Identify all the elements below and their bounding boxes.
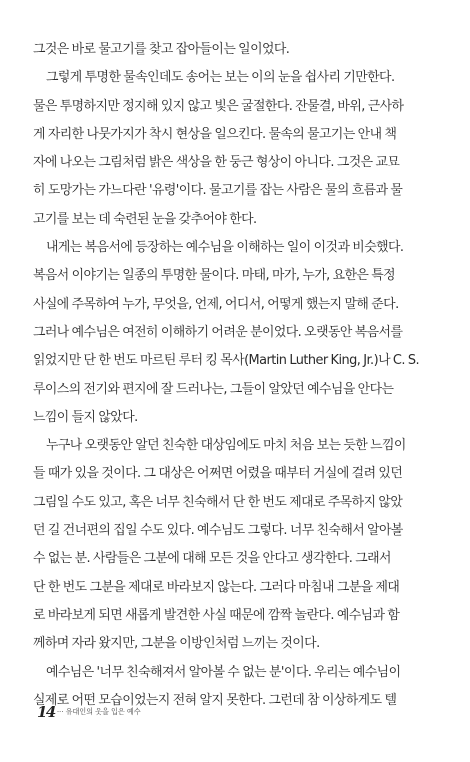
- text-line: 그것은 바로 물고기를 찾고 잡아들이는 일이었다.: [33, 42, 290, 57]
- text-line: 들 때가 있을 것이다. 그 대상은 어쩌면 어렸을 때부터 거실에 걸려 있던: [33, 466, 403, 482]
- text-line: 로 바라보게 되면 새롭게 발견한 사실 때문에 깜짝 놀란다. 예수님과 함: [33, 607, 400, 623]
- text-line: 복음서 이야기는 일종의 투명한 물이다. 마태, 마가, 누가, 요한은 특정: [33, 268, 396, 284]
- text-line: 게 자리한 나뭇가지가 착시 현상을 일으킨다. 물속의 물고기는 안내 책: [33, 126, 397, 142]
- text-line: 실제로 어떤 모습이었는지 전혀 알지 못한다. 그런데 참 이상하게도 텔: [33, 692, 397, 708]
- text-line: 고기를 보는 데 숙련된 눈을 갖추어야 한다.: [33, 211, 257, 227]
- text-line: 던 길 건너편의 집일 수도 있다. 예수님도 그렇다. 너무 친숙해서 알아볼: [33, 523, 403, 539]
- text-line: 느낌이 들지 않았다.: [33, 409, 138, 425]
- text-line: 께하며 자라 왔지만, 그분을 이방인처럼 느끼는 것이다.: [33, 636, 320, 652]
- text-line: 루이스의 전기와 편지에 잘 드러나는, 그들이 알았던 예수님을 안다는: [33, 381, 394, 397]
- text-line: 단 한 번도 그분을 제대로 바라보지 않는다. 그러다 마침내 그분을 제대: [33, 579, 400, 595]
- text-line: 히 도망가는 가느다란 '유령'이다. 물고기를 잡는 사람은 물의 흐름과 물: [33, 183, 403, 199]
- text-line: 예수님은 '너무 친숙해져서 알아볼 수 없는 분'이다. 우리는 예수님이: [46, 664, 401, 680]
- text-line: 사실에 주목하여 누가, 무엇을, 언제, 어디서, 어떻게 했는지 말해 준다.: [33, 296, 399, 312]
- page-number: 14: [37, 703, 55, 721]
- text-line: 읽었지만 단 한 번도 마르틴 루터 킹 목사(Martin Luther King, Jr.)나 C. S.: [33, 353, 420, 369]
- body-text: [33, 36, 437, 715]
- text-line: 누구나 오랫동안 알던 친숙한 대상임에도 마치 처음 보는 듯한 느낌이: [46, 438, 406, 454]
- text-line: 그러나 예수님은 여전히 이해하기 어려운 분이었다. 오랫동안 복음서를: [33, 324, 403, 340]
- text-line: 그렇게 투명한 물속인데도 송어는 보는 이의 눈을 쉽사리 기만한다.: [46, 70, 395, 86]
- text-line: 그림일 수도 있고, 혹은 너무 친숙해서 단 한 번도 제대로 주목하지 않았: [33, 494, 403, 510]
- page-footer: [37, 705, 141, 719]
- text-line: 내게는 복음서에 등장하는 예수님을 이해하는 일이 이것과 비슷했다.: [46, 240, 404, 256]
- text-line: 물은 투명하지만 정지해 있지 않고 빛은 굴절한다. 잔물결, 바위, 근사하: [33, 98, 404, 114]
- text-line: 수 없는 분. 사람들은 그분에 대해 모든 것을 안다고 생각한다. 그래서: [33, 551, 391, 567]
- running-head: ··· 유대인의 옷을 입은 예수: [56, 707, 141, 716]
- text-line: 자에 나오는 그림처럼 밝은 색상을 한 둥근 형상이 아니다. 그것은 교묘: [33, 155, 400, 171]
